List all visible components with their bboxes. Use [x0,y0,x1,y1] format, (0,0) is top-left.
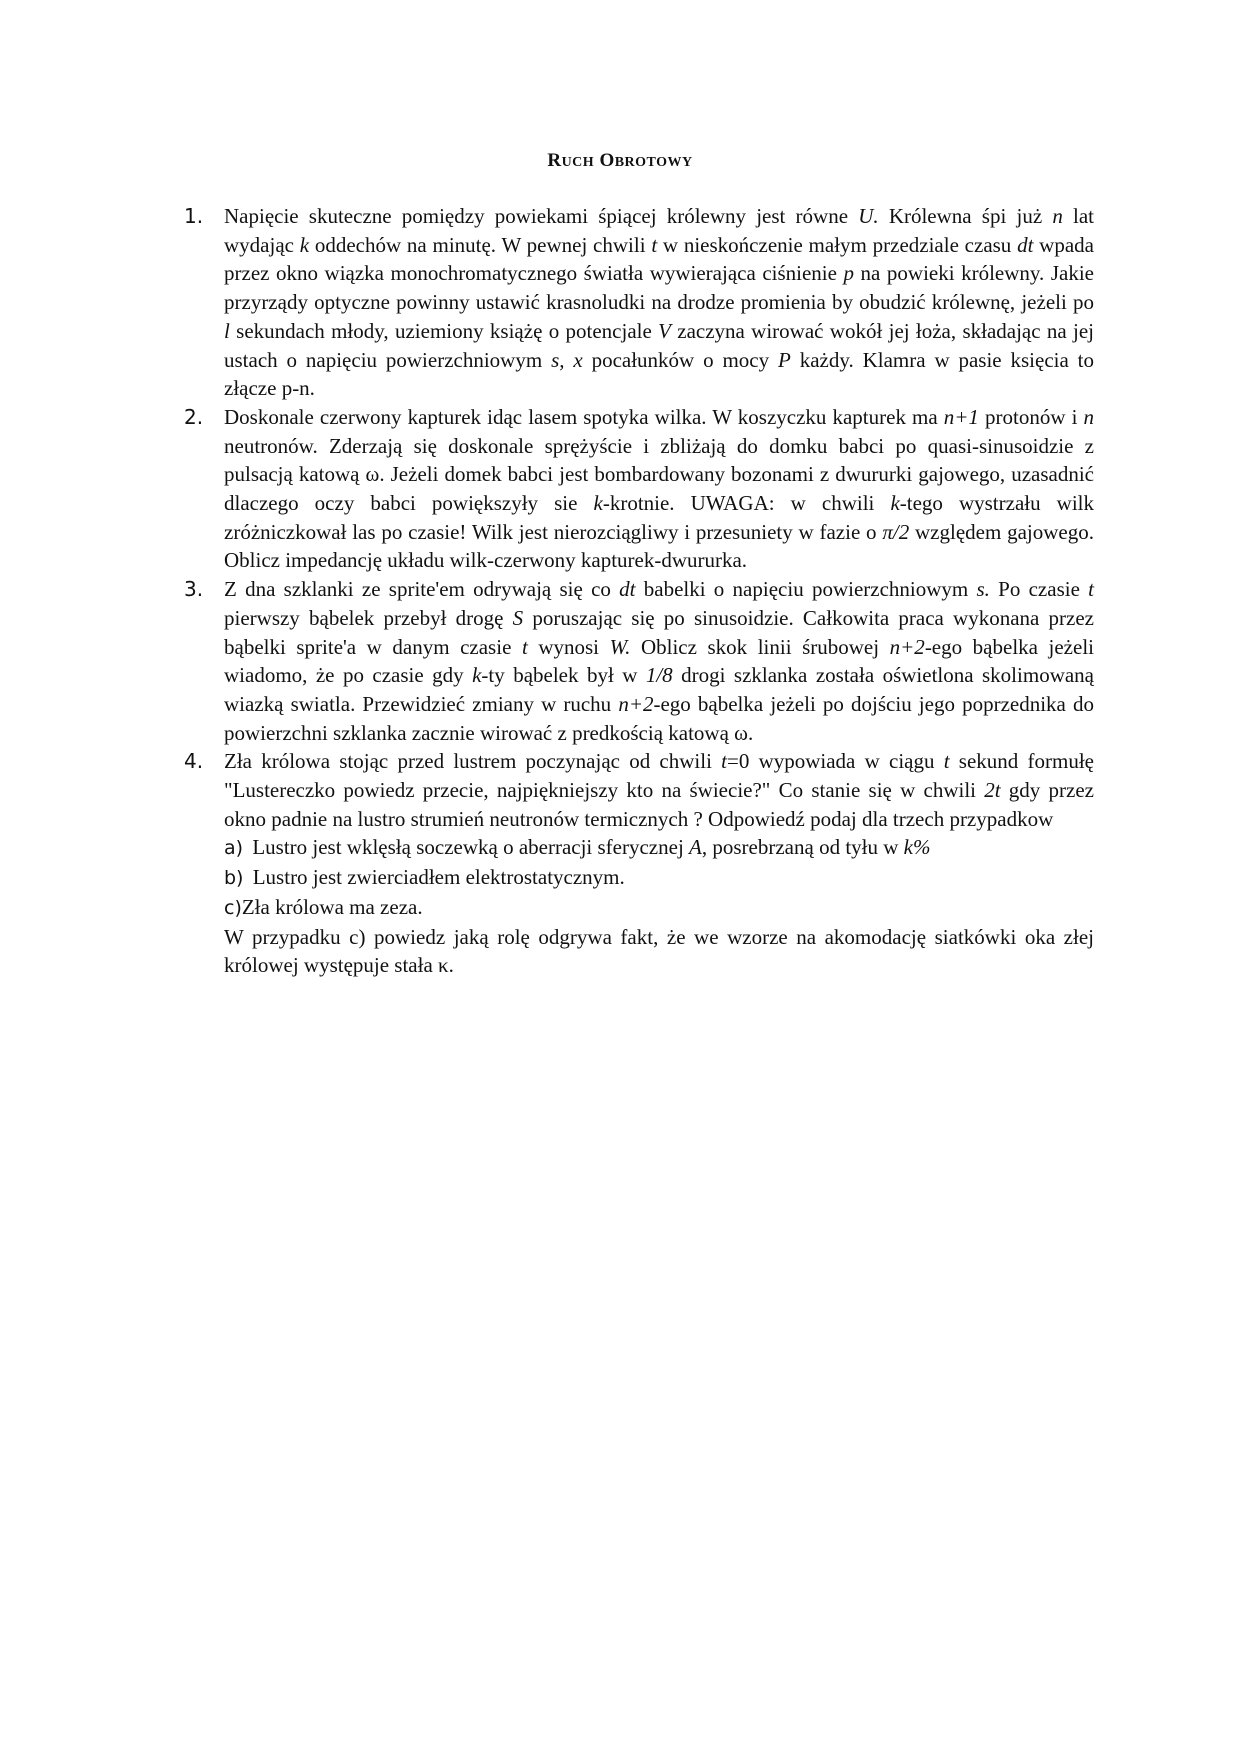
problem-4 [176,747,1094,980]
subitem-a: a) Lustro jest wklęsłą soczewką o aberracji sferycznej A, posrebrzaną od tyłu w k% [224,835,931,860]
problem-text: Doskonale czerwony kapturek idąc lasem spotyka wilka. W koszyczku kapturek ma n+1 protonów i n neutronów. Zderzają się doskonale sprężyście i zbliżają do domku babci po quasi-sinusoidzie z pulsacją katową ω. Jeżeli domek babci jest bombardowany bozonami z dwururki gajowego, uzasadnić dlaczego oczy babci powiększyły sie k-krotnie. UWAGA: w chwili k-tego wystrzału wilk zróżniczkował las po czasie! Wilk jest nierozciągliwy i przesuniety w fazie o π/2 względem gajowego. Oblicz impedancję układu wilk-czerwony kapturek-dwururka. [224,404,1095,573]
problem-text: Napięcie skuteczne pomiędzy powiekami śpiącej królewny jest równe U. Królewna śpi już n lat wydając k oddechów na minutę. W pewnej chwili t w nieskończenie małym przedziale czasu dt wpada przez okno wiązka monochromatycznego światła wywierająca ciśnienie p na powieki królewny. Jakie przyrządy optyczne powinny ustawić krasnoludki na drodze promienia by obudzić królewnę, jeżeli po l sekundach młody, uziemiony książę o potencjale V zaczyna wirować wokół jej łoża, składając na jej ustach o napięciu powierzchniowym s, x pocałunków o mocy P każdy. Klamra w pasie księcia to złącze p-n. [224,204,1095,401]
problem-number: 4. [184,749,204,774]
title-initial-2: O [599,150,615,171]
problem-text: Zła królowa stojąc przed lustrem poczynając od chwili t=0 wypowiada w ciągu t sekund formułę "Lustereczko powiedz przecie, najpiękniejszy kto na świecie?" Co stanie się w chwili 2t gdy przez okno padnie na lustro strumień neutronów termicznych ? Odpowiedź podaj dla trzech przypadkow [224,749,1094,831]
problem-2 [176,403,1094,575]
problem-text: Z dna szklanki ze sprite'em odrywają się co dt babelki o napięciu powierzchniowym s. Po czasie t pierwszy bąbelek przebył drogę S poruszając się po sinusoidzie. Całkowita praca wykonana przez bąbelki sprite'a w danym czasie t wynosi W. Oblicz skok linii śrubowej n+2-ego bąbelka jeżeli wiadomo, że po czasie gdy k-ty bąbelek był w 1/8 drogi szklanka została oświetlona skolimowaną wiazką swiatla. Przewidzieć zmiany w ruchu n+2-ego bąbelka jeżeli po dojściu jego poprzednika do powierzchni szklanka zacznie wirować z predkością katową ω. [224,577,1095,745]
page-title [0,150,1240,172]
subitem-label: b) [224,867,244,890]
problem-number: 3. [184,577,204,602]
problem-list [176,202,1094,980]
problem-number: 2. [184,404,204,429]
title-initial-1: R [547,150,562,171]
subitem-label: a) [224,837,244,860]
subitem-b: b) Lustro jest zwierciadłem elektrostatycznym. [224,865,625,890]
problem-number: 1. [184,204,204,228]
problem-4-note: W przypadku c) powiedz jaką rolę odgrywa fakt, że we wzorze na akomodację siatkówki oka złej królowej występuje stała κ. [224,924,1094,978]
title-rest-2: BROTOWY [614,155,693,170]
subitem-c: c)Zła królowa ma zeza. [224,894,423,919]
problem-3 [176,575,1094,747]
title-rest-1: UCH [561,155,595,170]
subitem-label: c) [224,896,242,919]
problem-1 [176,202,1094,403]
